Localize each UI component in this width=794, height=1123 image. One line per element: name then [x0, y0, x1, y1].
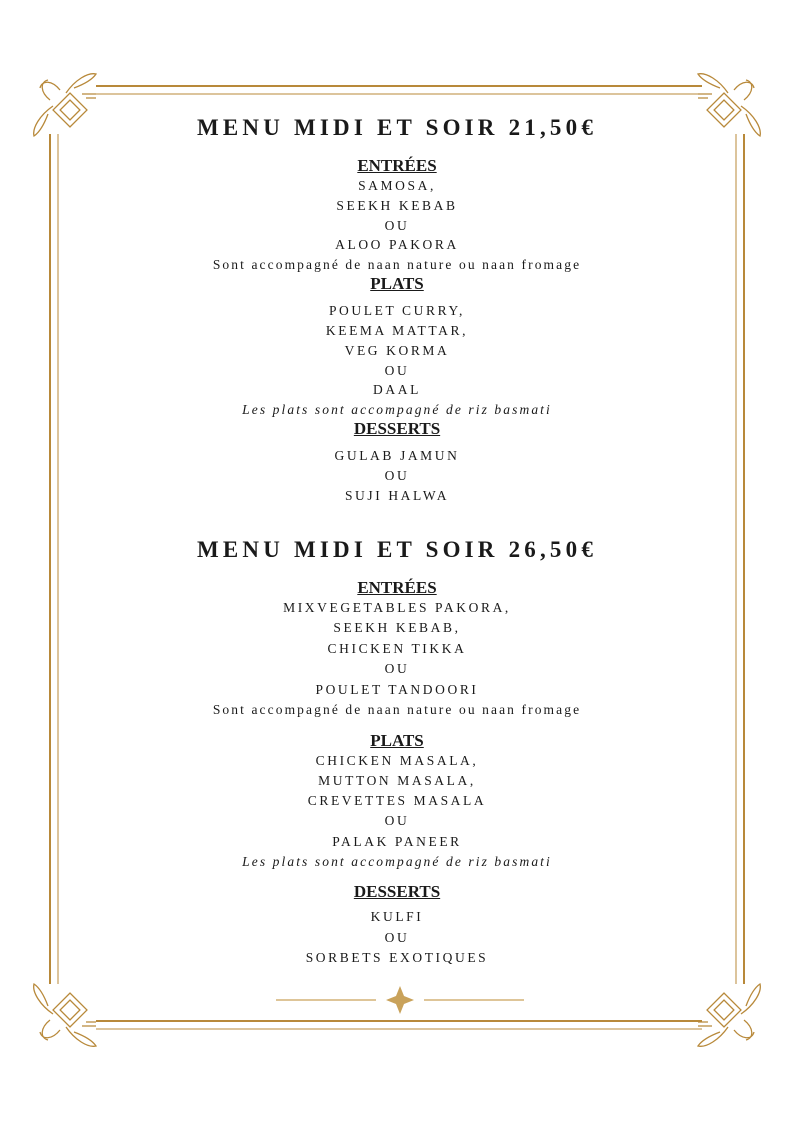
menu-item: KULFI — [370, 909, 424, 925]
menu-item: SEEKH KEBAB, — [333, 620, 461, 636]
menu-item: SAMOSA, — [358, 178, 436, 193]
menu-item: PALAK PANEER — [332, 833, 462, 849]
menu-item: DAAL — [373, 382, 421, 398]
menu-item: OU — [384, 661, 410, 677]
menu-item: KEEMA MATTAR, — [325, 322, 469, 338]
plats-note: Les plats sont accompagné de riz basmati — [242, 402, 552, 418]
menu-title: MENU MIDI ET SOIR 26,50€ — [196, 536, 598, 562]
star-divider-icon — [276, 986, 524, 1014]
menu-item: SORBETS EXOTIQUES — [305, 949, 489, 965]
plats-note: Les plats sont accompagné de riz basmati — [242, 854, 552, 870]
entrees-heading: ENTRÉES — [357, 156, 437, 175]
menu-item: VEG KORMA — [344, 342, 450, 358]
menu-block-2 — [100, 536, 694, 969]
corner-ornament-icon — [34, 984, 96, 1046]
menu-item: OU — [384, 362, 410, 378]
desserts-heading: DESSERTS — [353, 419, 441, 439]
menu-item: CHICKEN MASALA, — [315, 752, 479, 768]
menu-item: MIXVEGETABLES PAKORA, — [283, 599, 511, 615]
plats-heading: PLATS — [370, 274, 424, 294]
menu-content — [100, 108, 694, 968]
plats-heading: PLATS — [370, 730, 424, 750]
menu-item: OU — [384, 217, 410, 233]
menu-item: OU — [384, 813, 410, 829]
menu-item: POULET CURRY, — [328, 303, 466, 319]
menu-item: SEEKH KEBAB — [336, 197, 458, 213]
corner-ornament-icon — [698, 74, 760, 136]
menu-item: ALOO PAKORA — [335, 237, 459, 253]
desserts-heading: DESSERTS — [353, 882, 441, 902]
corner-ornament-icon — [698, 984, 760, 1046]
menu-item: OU — [384, 929, 410, 945]
menu-item: CHICKEN TIKKA — [327, 640, 467, 656]
entrees-note: Sont accompagné de naan nature ou naan fromage — [212, 702, 582, 718]
menu-item: SUJI HALWA — [344, 487, 450, 503]
menu-item: MUTTON MASALA, — [318, 772, 476, 788]
menu-item: OU — [384, 467, 410, 483]
menu-block-1 — [100, 114, 694, 506]
menu-item: GULAB JAMUN — [334, 448, 460, 464]
menu-item: POULET TANDOORI — [315, 681, 479, 697]
menu-item: CREVETTES MASALA — [307, 793, 487, 809]
corner-ornament-icon — [34, 74, 96, 136]
entrees-note: Sont accompagné de naan nature ou naan fromage — [212, 257, 582, 273]
menu-title: MENU MIDI ET SOIR 21,50€ — [196, 115, 598, 140]
entrees-heading: ENTRÉES — [357, 577, 437, 597]
